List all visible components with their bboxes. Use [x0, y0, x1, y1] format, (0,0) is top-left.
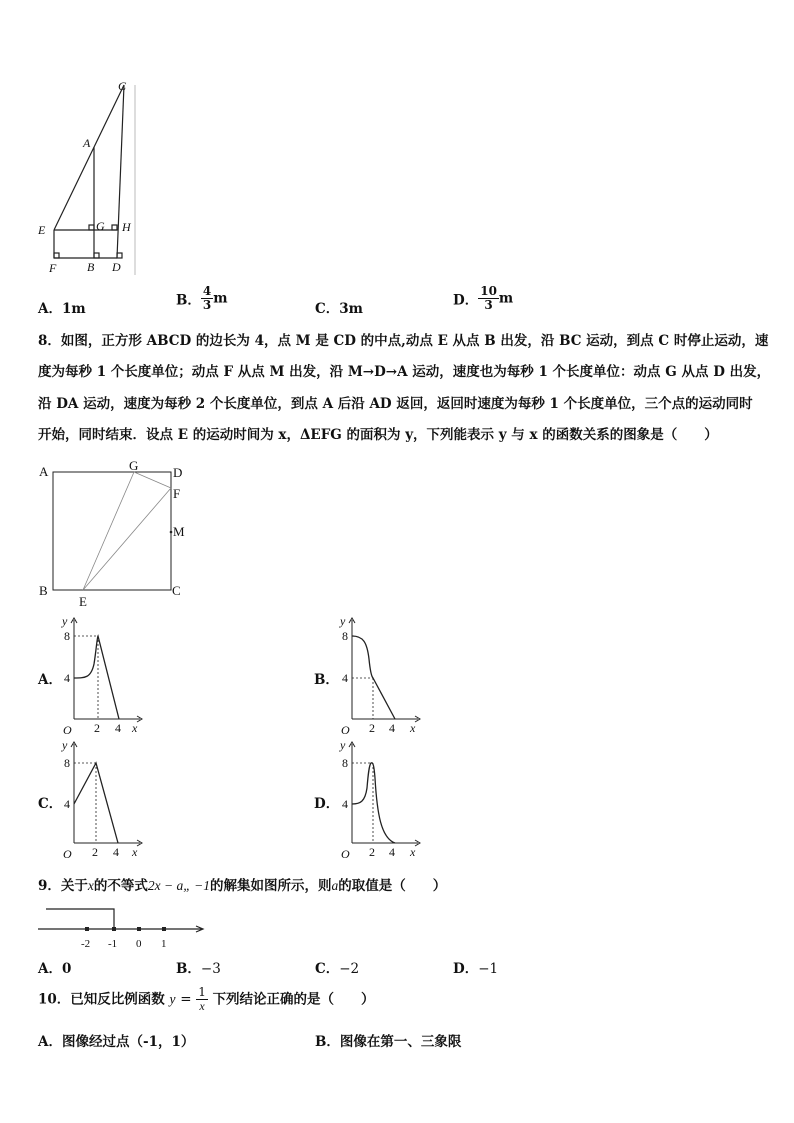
- q8-line-3: 沿 DA 运动，速度为每秒 2 个长度单位，到点 A 后沿 AD 返回，返回时速度为每秒 1 个长度单位，三个点的运动同时: [38, 396, 753, 412]
- svg-text:4: 4: [342, 671, 348, 685]
- q8-graph-d[interactable]: [333, 738, 428, 863]
- segment-ef: [83, 488, 171, 590]
- svg-text:O: O: [63, 847, 72, 861]
- q8-graph-c[interactable]: [55, 738, 150, 863]
- line-ec: [54, 85, 124, 230]
- svg-text:8: 8: [342, 756, 348, 770]
- label-c: C: [118, 79, 127, 93]
- q8-line-1: 8．如图，正方形 ABCD 的边长为 4，点 M 是 CD 的中点,动点 E 从点 B 出发，沿 BC 运动，到点 C 时停止运动，速: [38, 333, 769, 349]
- sq-label-a: A: [39, 464, 49, 479]
- q7-option-c[interactable]: C．3m: [315, 301, 363, 317]
- q9-option-c[interactable]: C．−2: [315, 961, 360, 977]
- q8-line-2: 度为每秒 1 个长度单位；动点 F 从点 M 出发，沿 M→D→A 运动，速度也为每秒 1 个长度单位：动点 G 从点 D 出发，: [38, 364, 771, 380]
- square-abcd: [53, 472, 171, 590]
- sq-label-c: C: [172, 583, 181, 598]
- svg-text:2: 2: [369, 845, 375, 859]
- label-a: A: [83, 136, 91, 150]
- q7-option-b[interactable]: B． $\frac{4}{3}$ m: [176, 284, 228, 312]
- q10-option-a[interactable]: A．图像经过点（-1，1）: [38, 1034, 195, 1050]
- svg-text:x: x: [410, 845, 416, 859]
- sq-label-e: E: [79, 594, 87, 609]
- svg-text:O: O: [63, 723, 72, 737]
- solution-bracket: [46, 909, 114, 929]
- svg-text:y: y: [62, 614, 68, 628]
- svg-text:4: 4: [113, 845, 119, 859]
- label-e: E: [38, 223, 46, 237]
- q8-option-d-label[interactable]: D．: [314, 796, 340, 812]
- label-h: H: [122, 220, 131, 234]
- sq-label-b: B: [39, 583, 48, 598]
- q7-option-d[interactable]: D． $\frac{10}{3}$ m: [453, 284, 514, 312]
- curve-b: [352, 636, 395, 719]
- q8-square-figure: [36, 458, 196, 608]
- sq-label-g: G: [129, 458, 139, 473]
- q7-figure: [30, 75, 145, 275]
- q8-option-c-label[interactable]: C．: [38, 796, 63, 812]
- q8-line-4: 开始，同时结束．设点 E 的运动时间为 x，ΔEFG 的面积为 y，下列能表示 y 与 x 的函数关系的图象是（ ）: [38, 427, 718, 443]
- q8-option-a-label[interactable]: A．: [38, 672, 62, 688]
- nl-label-0: 0: [136, 938, 142, 950]
- q10-option-b[interactable]: B．图像在第一、三象限: [315, 1034, 462, 1050]
- q10-stem: 10．已知反比例函数 y = $\frac{1}{x}$ 下列结论正确的是（ ）: [38, 985, 375, 1013]
- q9-number-line: [36, 902, 211, 952]
- svg-text:2: 2: [94, 721, 100, 735]
- svg-text:O: O: [341, 723, 350, 737]
- svg-text:4: 4: [389, 721, 395, 735]
- curve-d: [352, 763, 395, 843]
- segment-gf: [134, 472, 171, 488]
- svg-text:4: 4: [389, 845, 395, 859]
- curve-a: [74, 636, 119, 719]
- svg-text:x: x: [132, 845, 138, 859]
- nl-label-neg2: -2: [81, 938, 91, 950]
- label-g: G: [96, 219, 105, 233]
- label-f: F: [49, 261, 57, 275]
- sq-label-d: D: [173, 465, 183, 480]
- svg-text:4: 4: [342, 797, 348, 811]
- q8-option-b-label[interactable]: B．: [314, 672, 339, 688]
- svg-text:y: y: [62, 738, 68, 752]
- sq-label-m: M: [173, 524, 185, 539]
- svg-text:8: 8: [64, 756, 70, 770]
- svg-text:2: 2: [369, 721, 375, 735]
- svg-text:x: x: [132, 721, 138, 735]
- svg-text:y: y: [340, 614, 346, 628]
- segment-eg: [83, 472, 134, 590]
- svg-text:8: 8: [64, 629, 70, 643]
- svg-text:2: 2: [92, 845, 98, 859]
- label-d: D: [112, 260, 121, 274]
- svg-text:8: 8: [342, 629, 348, 643]
- svg-text:4: 4: [115, 721, 121, 735]
- q9-option-d[interactable]: D．−1: [453, 961, 499, 977]
- svg-text:y: y: [340, 738, 346, 752]
- q9-option-a[interactable]: A．0: [38, 961, 72, 977]
- sq-label-f: F: [173, 486, 181, 501]
- q7-option-a[interactable]: A．1m: [38, 301, 86, 317]
- svg-text:x: x: [410, 721, 416, 735]
- q8-graph-b[interactable]: [333, 614, 428, 739]
- q9-option-b[interactable]: B．−3: [176, 961, 221, 977]
- svg-text:O: O: [341, 847, 350, 861]
- nl-label-neg1: -1: [108, 938, 118, 950]
- label-b: B: [87, 260, 95, 274]
- nl-label-1: 1: [161, 938, 167, 950]
- svg-text:4: 4: [64, 797, 70, 811]
- q8-graph-a[interactable]: [55, 614, 150, 739]
- svg-text:4: 4: [64, 671, 70, 685]
- q9-stem: 9．关于x的不等式2x − a„ −1的解集如图所示，则a的取值是（ ）: [38, 878, 447, 894]
